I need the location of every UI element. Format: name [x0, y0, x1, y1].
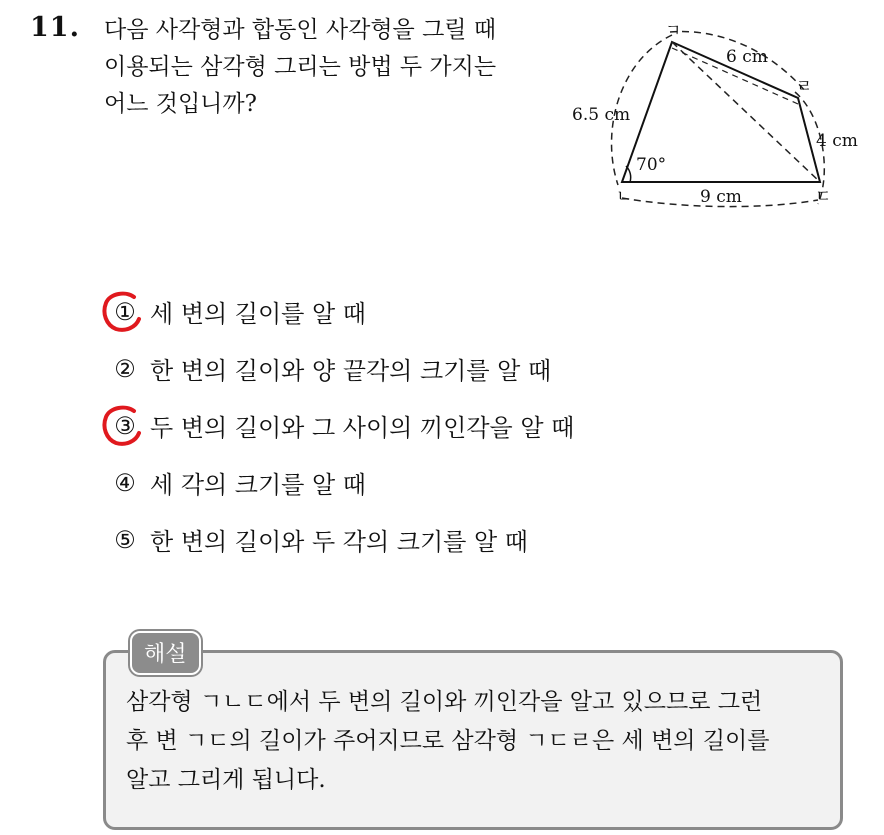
choice-text: 세 각의 크기를 알 때 [150, 471, 366, 499]
choice-5[interactable] [110, 511, 574, 568]
explanation-box [103, 642, 843, 830]
choice-text: 한 변의 길이와 양 끝각의 크기를 알 때 [150, 357, 552, 385]
choice-mark: ④ [114, 468, 136, 497]
choice-1[interactable] [110, 283, 574, 340]
explanation-line: 삼각형 ㄱㄴㄷ에서 두 변의 길이와 끼인각을 알고 있으므로 그런 [126, 689, 763, 715]
vertex-label-bottom-right: ㄷ [815, 187, 832, 207]
angle-label: 70° [636, 155, 667, 175]
choice-mark: ⑤ [114, 525, 136, 554]
side-label-left: 6.5 cm [572, 105, 631, 125]
vertex-label-bottom-left: ㄴ [616, 187, 633, 207]
explanation-text [126, 683, 832, 800]
choice-4[interactable] [110, 454, 574, 511]
explanation-line: 알고 그리게 됩니다. [126, 767, 326, 793]
question-text [104, 12, 554, 123]
explanation-tag: 해설 [130, 631, 201, 675]
choice-2[interactable] [110, 340, 574, 397]
explanation-line: 후 변 ㄱㄷ의 길이가 주어지므로 삼각형 ㄱㄷㄹ은 세 변의 길이를 [126, 728, 770, 754]
side-label-right: 4 cm [816, 131, 858, 151]
vertex-label-right-top: ㄹ [796, 77, 813, 97]
choice-mark: ① [114, 297, 136, 326]
choice-3[interactable] [110, 397, 574, 454]
vertex-label-top: ㄱ [665, 21, 682, 41]
choice-text: 한 변의 길이와 두 각의 크기를 알 때 [150, 528, 528, 556]
question-line: 이용되는 삼각형 그리는 방법 두 가지는 [104, 54, 497, 80]
quadrilateral-svg [560, 20, 870, 220]
quadrilateral-figure [560, 20, 870, 220]
question-line: 어느 것입니까? [104, 91, 257, 117]
choice-mark: ③ [114, 411, 136, 440]
choice-text: 세 변의 길이를 알 때 [150, 300, 366, 328]
side-label-top: 6 cm [726, 47, 768, 67]
question-line: 다음 사각형과 합동인 사각형을 그릴 때 [104, 17, 497, 43]
choice-mark: ② [114, 354, 136, 383]
side-label-bottom: 9 cm [700, 187, 742, 207]
answer-choices [110, 283, 574, 568]
question-number: 11. [30, 12, 80, 43]
choice-text: 두 변의 길이와 그 사이의 끼인각을 알 때 [150, 414, 575, 442]
